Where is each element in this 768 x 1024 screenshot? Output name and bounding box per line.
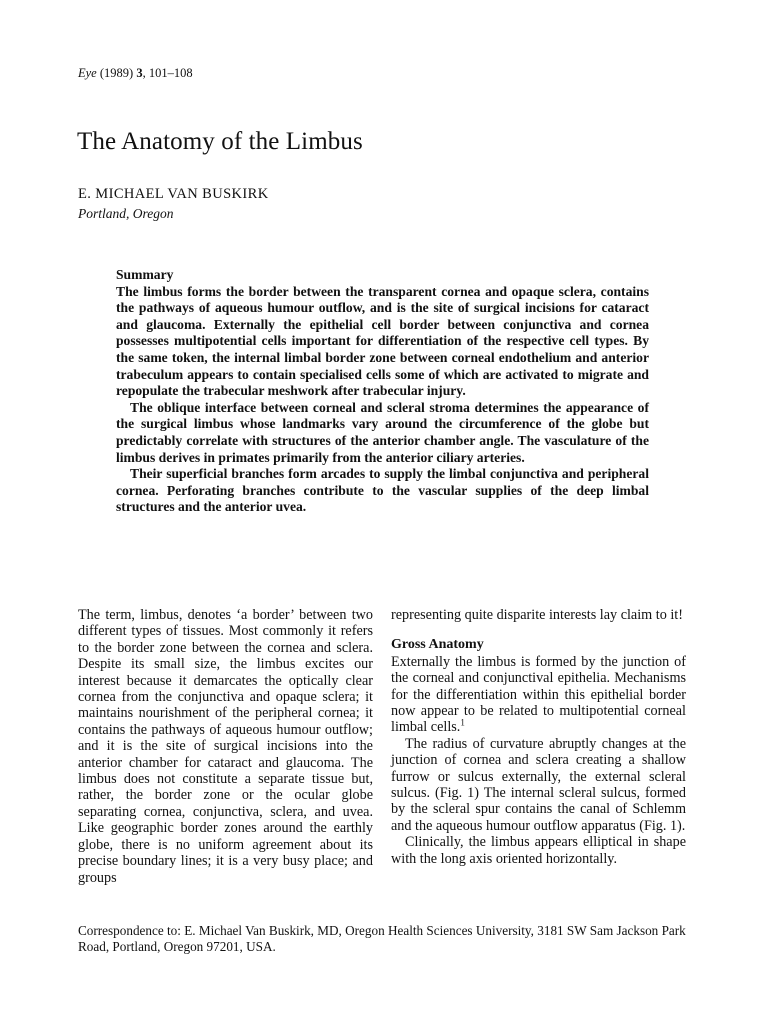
body-left-column xyxy=(78,607,373,886)
journal-year: (1989) xyxy=(96,66,137,80)
body-paragraph: Clinically, the limbus appears elliptical in shape with the long axis oriented horizontally. xyxy=(391,834,686,867)
journal-pages: , 101–108 xyxy=(142,66,193,80)
journal-name: Eye xyxy=(78,66,97,80)
summary-paragraph: The limbus forms the border between the transparent cornea and opaque sclera, contains the pathways of aqueous humour outflow, and is the site of surgical incisions for cataract and glaucoma. Externally the epithelial cell border between conjunctiva and cornea possesses multipotential cells important for differentiation of the respective cell types. By the same token, the internal limbal border zone between corneal endothelium and anterior trabeculum appears to contain specialised cells some of which are activated to migrate and repopulate the trabecular meshwork after trabecular injury. xyxy=(116,283,649,399)
body-paragraph: The radius of curvature abruptly changes at the junction of cornea and sclera creating a shallow furrow or sulcus externally, the external scleral sulcus. (Fig. 1) The internal scleral sulcus, formed by the scleral spur contains the canal of Schlemm and the aqueous humour outflow apparatus (Fig. 1). xyxy=(391,735,686,834)
author-name: E. MICHAEL VAN BUSKIRK xyxy=(78,186,269,202)
reference-marker: 1 xyxy=(460,717,465,728)
summary-paragraph: Their superficial branches form arcades to supply the limbal conjunctiva and peripheral cornea. Perforating branches contribute to the vascular supplies of the deep limbal structures and the anterior uvea. xyxy=(116,466,649,515)
article-title: The Anatomy of the Limbus xyxy=(77,128,363,155)
journal-citation xyxy=(78,66,193,81)
body-paragraph-text: Externally the limbus is formed by the junction of the corneal and conjunctival epithelia. Mechanisms for the differentiation within this epithelial border now appear to be related to multipotential corneal limbal cells. xyxy=(391,653,686,736)
body-paragraph xyxy=(391,654,686,736)
summary-paragraph: The oblique interface between corneal and scleral stroma determines the appearance of the surgical limbus whose landmarks vary around the circumference of the globe but predictably correlate with structures of the anterior chamber angle. The vasculature of the limbus derives in primates primarily from the anterior ciliary arteries. xyxy=(116,399,649,465)
author-affiliation: Portland, Oregon xyxy=(78,206,174,221)
body-right-column xyxy=(391,607,686,867)
journal-volume: 3 xyxy=(136,66,143,80)
intro-paragraph: The term, limbus, denotes ‘a border’ between two different types of tissues. Most commonly it refers to the border zone between the cornea and sclera. Despite its small size, the limbus excites our interest because it demarcates the optically clear cornea from the conjunctiva and opaque sclera; it maintains nourishment of the peripheral cornea; it contains the pathways of aqueous humour outflow; and it is the site of surgical incisions into the anterior chamber for cataract and glaucoma. The limbus does not constitute a separate tissue but, rather, the border zone or the ocular globe separating cornea, conjunctiva, sclera, and uvea. Like geographic border zones around the earthly globe, there is no uniform agreement about its precise boundary lines; it is a very busy place; and groups xyxy=(78,607,373,886)
summary-block xyxy=(116,267,649,516)
section-heading: Gross Anatomy xyxy=(391,637,484,653)
summary-heading: Summary xyxy=(116,267,174,282)
intro-continuation: representing quite disparite interests lay claim to it! xyxy=(391,607,683,623)
correspondence-footnote: Correspondence to: E. Michael Van Buskirk, MD, Oregon Health Sciences University, 3181 SW Sam Jackson Park Road, Portland, Oregon 97201, USA. xyxy=(78,923,686,955)
